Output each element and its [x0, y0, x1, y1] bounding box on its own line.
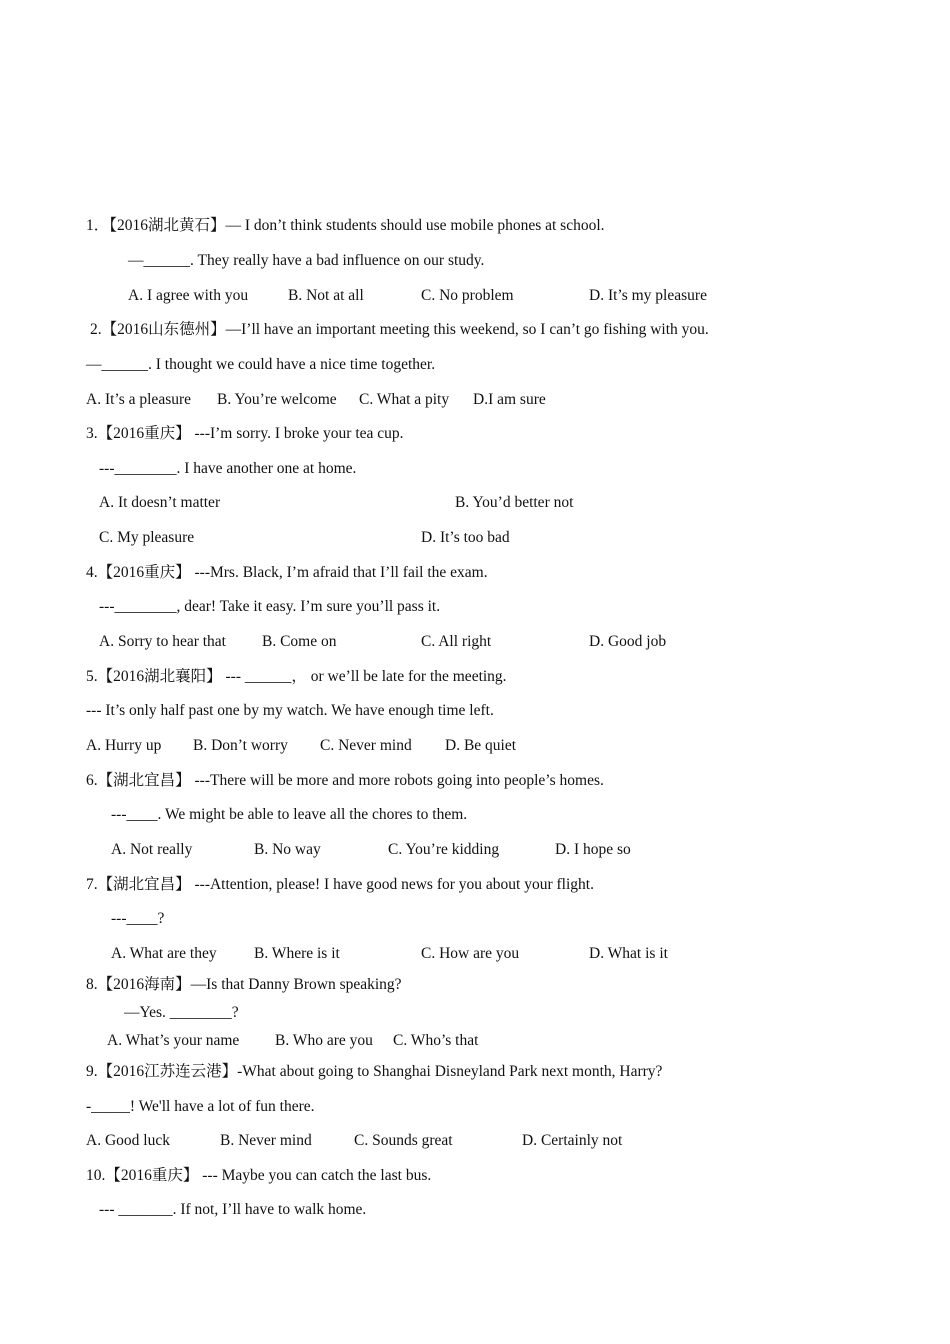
question-9-option-b: B. Never mind: [220, 1132, 312, 1149]
question-6-response: ---____. We might be able to leave all the chores to them.: [111, 806, 468, 823]
question-5-option-a: A. Hurry up: [86, 737, 162, 754]
question-6-option-d: D. I hope so: [555, 841, 631, 858]
question-7-option-a: A. What are they: [111, 945, 217, 962]
question-9-option-d: D. Certainly not: [522, 1132, 623, 1149]
question-4-option-b: B. Come on: [262, 633, 337, 650]
question-6-stem: 6.【湖北宜昌】 ---There will be more and more robots going into people’s homes.: [86, 772, 604, 789]
question-5-option-b: B. Don’t worry: [193, 737, 288, 754]
question-6-option-a: A. Not really: [111, 841, 193, 858]
question-8-option-a: A. What’s your name: [107, 1032, 240, 1049]
question-6-option-c: C. You’re kidding: [388, 841, 500, 858]
question-6-option-b: B. No way: [254, 841, 321, 858]
question-4-response: ---________, dear! Take it easy. I’m sure you’ll pass it.: [99, 598, 441, 615]
question-2-option-b: B. You’re welcome: [217, 391, 337, 408]
question-7-option-d: D. What is it: [589, 945, 668, 962]
question-4-stem: 4.【2016重庆】 ---Mrs. Black, I’m afraid that I’ll fail the exam.: [86, 564, 488, 581]
question-9-option-a: A. Good luck: [86, 1132, 170, 1149]
question-5-stem: 5.【2016湖北襄阳】 --- ______， or we’ll be late for the meeting.: [86, 668, 507, 685]
question-3-option-c: C. My pleasure: [99, 529, 195, 546]
question-2-option-a: A. It’s a pleasure: [86, 391, 192, 408]
question-5-option-c: C. Never mind: [320, 737, 412, 754]
question-1-option-b: B. Not at all: [288, 287, 364, 304]
question-1-stem: 1．【2016湖北黄石】— I don’t think students should use mobile phones at school.: [86, 217, 605, 234]
question-10-response: --- _______. If not, I’ll have to walk home.: [99, 1201, 367, 1218]
question-8-stem: 8.【2016海南】—Is that Danny Brown speaking?: [86, 976, 402, 993]
question-3-option-a: A. It doesn’t matter: [99, 494, 221, 511]
question-1-response: —______. They really have a bad influence on our study.: [128, 252, 485, 269]
question-4-option-d: D. Good job: [589, 633, 667, 650]
question-8-option-c: C. Who’s that: [393, 1032, 479, 1049]
question-1-option-a: A. I agree with you: [128, 287, 249, 304]
question-9-stem: 9.【2016江苏连云港】-What about going to Shanghai Disneyland Park next month, Harry?: [86, 1063, 663, 1080]
question-3-option-d: D. It’s too bad: [421, 529, 510, 546]
question-4-option-c: C. All right: [421, 633, 492, 650]
question-7-option-c: C. How are you: [421, 945, 520, 962]
question-5-option-d: D. Be quiet: [445, 737, 517, 754]
question-9-response: -_____! We'll have a lot of fun there.: [86, 1098, 315, 1115]
question-2-response: —______. I thought we could have a nice time together.: [86, 356, 436, 373]
question-3-option-b: B. You’d better not: [455, 494, 574, 511]
question-7-option-b: B. Where is it: [254, 945, 340, 962]
question-8-option-b: B. Who are you: [275, 1032, 373, 1049]
question-10-stem: 10.【2016重庆】 --- Maybe you can catch the last bus.: [86, 1167, 432, 1184]
question-2-stem: 2.【2016山东德州】—I’ll have an important meeting this weekend, so I can’t go fishing with you.: [90, 321, 709, 338]
question-7-stem: 7.【湖北宜昌】 ---Attention, please! I have good news for you about your flight.: [86, 876, 594, 893]
question-1-option-d: D. It’s my pleasure: [589, 287, 707, 304]
question-2-option-d: D.I am sure: [473, 391, 546, 408]
question-9-option-c: C. Sounds great: [354, 1132, 453, 1149]
question-1-option-c: C. No problem: [421, 287, 514, 304]
question-3-stem: 3.【2016重庆】 ---I’m sorry. I broke your tea cup.: [86, 425, 404, 442]
question-2-option-c: C. What a pity: [359, 391, 450, 408]
question-5-response: --- It’s only half past one by my watch. We have enough time left.: [86, 702, 494, 719]
question-7-response: ---____?: [111, 910, 165, 927]
question-8-response: —Yes. ________?: [124, 1004, 239, 1021]
question-3-response: ---________. I have another one at home.: [99, 460, 357, 477]
question-4-option-a: A. Sorry to hear that: [99, 633, 226, 650]
